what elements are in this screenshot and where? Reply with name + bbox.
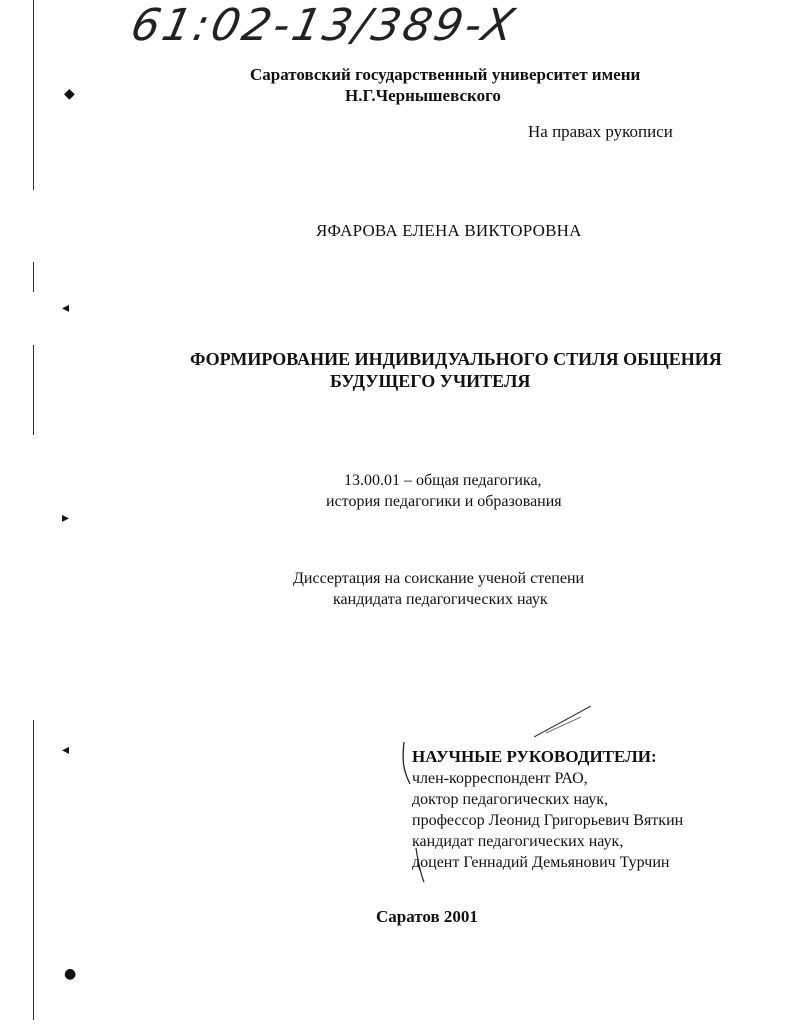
- specialty: [326, 470, 562, 512]
- specialty-line-1: 13.00.01 – общая педагогика,: [344, 472, 542, 489]
- title-line-1: ФОРМИРОВАНИЕ ИНДИВИДУАЛЬНОГО СТИЛЯ ОБЩЕНИЯ: [190, 349, 722, 369]
- university-line-1: Саратовский государственный университет имени: [250, 65, 641, 84]
- binder-hole-mark: ◂: [62, 300, 70, 316]
- degree-line-2: кандидата педагогических наук: [333, 591, 548, 608]
- dissertation-title: [190, 348, 722, 392]
- degree-statement: [293, 568, 584, 610]
- author-name: ЯФАРОВА ЕЛЕНА ВИКТОРОВНА: [316, 221, 582, 240]
- city-year: Саратов 2001: [376, 907, 478, 926]
- scan-border-line: [33, 0, 34, 190]
- scan-border-line: [33, 262, 34, 292]
- university-name: [250, 64, 640, 106]
- binder-hole-mark: ◂: [62, 742, 70, 758]
- degree-line-1: Диссертация на соискание ученой степени: [293, 570, 585, 587]
- binder-hole-mark: ▸: [62, 510, 70, 526]
- supervisor-line: доцент Геннадий Демьянович Турчин: [412, 854, 670, 871]
- university-line-2: Н.Г.Чернышевского: [345, 86, 501, 105]
- scan-border-line: [33, 345, 34, 435]
- binder-hole-mark: ●: [64, 966, 77, 982]
- scientific-supervisors: [412, 746, 683, 873]
- binder-hole-mark: ◆: [64, 86, 75, 102]
- manuscript-rights-note: На правах рукописи: [528, 122, 673, 141]
- specialty-line-2: история педагогики и образования: [326, 493, 562, 510]
- supervisors-heading: НАУЧНЫЕ РУКОВОДИТЕЛИ:: [412, 747, 657, 766]
- supervisor-line: член-корреспондент РАО,: [412, 770, 588, 787]
- archive-number: 61:02-13/389-X: [126, 0, 522, 51]
- supervisor-line: кандидат педагогических наук,: [412, 833, 624, 850]
- title-line-2: БУДУЩЕГО УЧИТЕЛЯ: [330, 371, 531, 391]
- scan-border-line: [33, 720, 34, 1020]
- supervisor-line: профессор Леонид Григорьевич Вяткин: [412, 812, 684, 829]
- supervisor-line: доктор педагогических наук,: [412, 791, 609, 808]
